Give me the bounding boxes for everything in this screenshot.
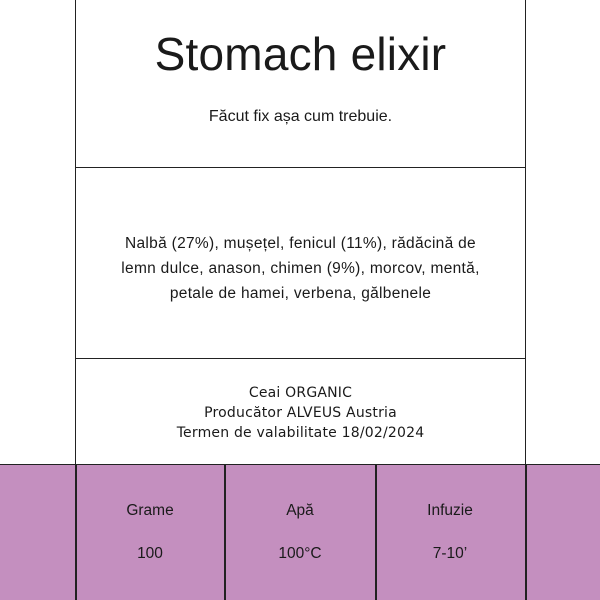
product-tagline: Făcut fix așa cum trebuie. [208, 108, 393, 125]
info-section [76, 359, 525, 465]
stat-label: Apă [286, 502, 314, 519]
title-section [76, 0, 525, 168]
stat-label: Infuzie [427, 502, 473, 519]
stat-value: 7-10’ [432, 545, 468, 562]
stat-label: Grame [126, 502, 174, 519]
product-title: Stomach elixir [154, 28, 447, 80]
label-body [75, 0, 526, 465]
stat-grams [75, 465, 225, 600]
producer-line: Producător ALVEUS Austria [204, 405, 397, 421]
organic-line: Ceai ORGANIC [248, 385, 353, 401]
ingredients-section [76, 168, 525, 359]
stat-value: 100°C [278, 545, 322, 562]
stat-infusion [375, 465, 525, 600]
stat-water [225, 465, 375, 600]
product-info [76, 383, 525, 443]
stats-band [0, 464, 600, 600]
ingredients-text: Nalbă (27%), mușețel, fenicul (11%), rădăcină de lemn dulce, anason, chimen (9%), morcov, mentă, petale de hamei, verbena, gălbenele [121, 235, 480, 302]
expiry-line: Termen de valabilitate 18/02/2024 [176, 425, 425, 441]
divider [525, 465, 527, 600]
stat-value: 100 [137, 545, 163, 562]
